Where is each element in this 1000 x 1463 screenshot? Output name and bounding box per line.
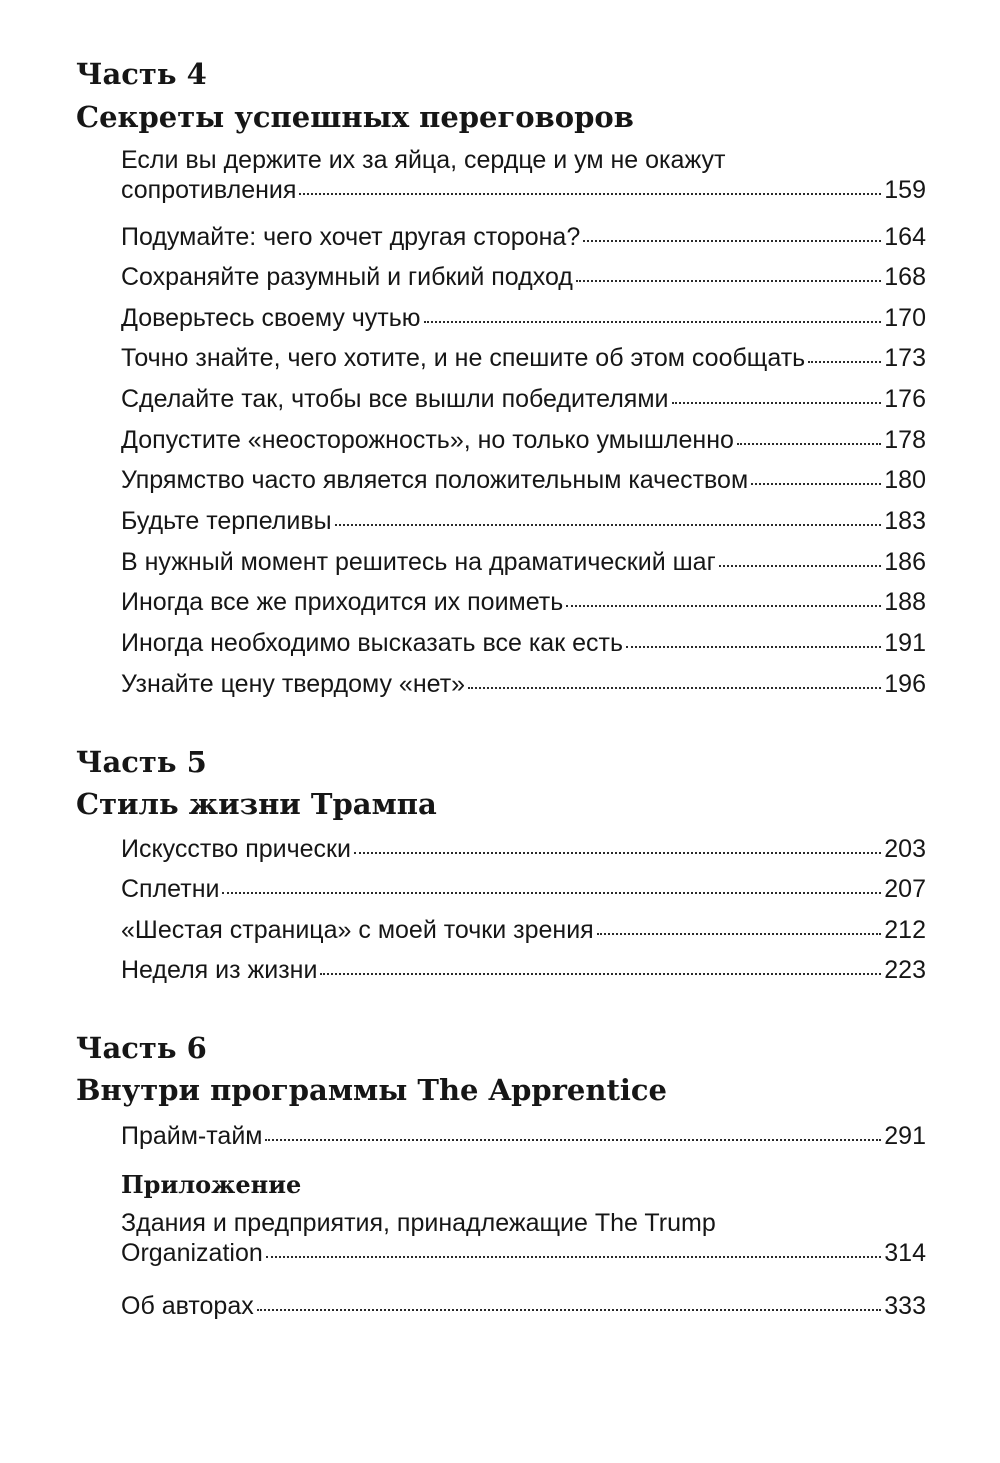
dot-leader xyxy=(266,1256,882,1258)
part-4-title: Секреты успешных переговоров xyxy=(76,100,634,134)
toc-entry-title-line1: Здания и предприятия, принадлежащие The Trump xyxy=(121,1209,716,1237)
toc-entry[interactable] xyxy=(121,303,926,333)
toc-entry-page: 183 xyxy=(884,507,926,535)
toc-entry-page: 212 xyxy=(884,916,926,944)
toc-entry-page: 186 xyxy=(884,548,926,576)
toc-entry[interactable] xyxy=(121,915,926,945)
toc-entry[interactable] xyxy=(121,587,926,617)
dot-leader xyxy=(424,321,882,323)
toc-entry-title: Искусство прически xyxy=(121,835,351,863)
dot-leader xyxy=(626,646,881,648)
toc-entry-page: 223 xyxy=(884,956,926,984)
toc-entry-title: Прайм-тайм xyxy=(121,1122,263,1150)
toc-entry-title: Сплетни xyxy=(121,875,220,903)
dot-leader xyxy=(566,605,881,607)
dot-leader xyxy=(320,973,881,975)
dot-leader xyxy=(719,565,882,567)
dot-leader xyxy=(583,240,881,242)
toc-entry-title: Доверьтесь своему чутью xyxy=(121,304,421,332)
part-5-label: Часть 5 xyxy=(76,745,207,779)
toc-entry-page: 180 xyxy=(884,466,926,494)
toc-entry[interactable] xyxy=(121,262,926,292)
toc-entry[interactable] xyxy=(121,874,926,904)
toc-entry[interactable] xyxy=(121,1208,926,1268)
dot-leader xyxy=(257,1309,882,1311)
toc-entry-title: сопротивления xyxy=(121,176,297,204)
toc-entry-title: Иногда все же приходится их поиметь xyxy=(121,588,564,616)
dot-leader xyxy=(597,933,882,935)
toc-entry-page: 196 xyxy=(884,670,926,698)
toc-entry-page: 176 xyxy=(884,385,926,413)
toc-entry-title: Точно знайте, чего хотите, и не спешите об этом сообщать xyxy=(121,344,806,372)
toc-entry-page: 333 xyxy=(884,1292,926,1320)
toc-entry-page: 164 xyxy=(884,223,926,251)
toc-entry-page: 170 xyxy=(884,304,926,332)
toc-entry-title: Об авторах xyxy=(121,1292,254,1320)
toc-entry-title-line1: Если вы держите их за яйца, сердце и ум не окажут xyxy=(121,146,726,174)
toc-entry-page: 168 xyxy=(884,263,926,291)
dot-leader xyxy=(737,443,881,445)
toc-entry[interactable] xyxy=(121,955,926,985)
appendix-heading: Приложение xyxy=(121,1170,302,1199)
toc-entry[interactable] xyxy=(121,222,926,252)
part-4-label: Часть 4 xyxy=(76,57,207,91)
dot-leader xyxy=(751,483,881,485)
toc-entry-page: 203 xyxy=(884,835,926,863)
toc-entry-page: 207 xyxy=(884,875,926,903)
toc-entry-title: Допустите «неосторожность», но только умышленно xyxy=(121,426,734,454)
toc-entry-title: Неделя из жизни xyxy=(121,956,318,984)
toc-entry-title: Иногда необходимо высказать все как есть xyxy=(121,629,623,657)
dot-leader xyxy=(354,852,881,854)
dot-leader xyxy=(672,402,882,404)
toc-entry-page: 173 xyxy=(884,344,926,372)
part-5-title: Стиль жизни Трампа xyxy=(76,787,437,821)
toc-entry[interactable] xyxy=(121,1121,926,1151)
toc-entry-page: 291 xyxy=(884,1122,926,1150)
toc-entry[interactable] xyxy=(121,834,926,864)
dot-leader xyxy=(468,687,881,689)
toc-entry[interactable] xyxy=(121,145,926,205)
toc-entry-title: В нужный момент решитесь на драматический шаг xyxy=(121,548,716,576)
toc-entry-page: 178 xyxy=(884,426,926,454)
toc-entry[interactable] xyxy=(121,506,926,536)
toc-entry-title: Узнайте цену твердому «нет» xyxy=(121,670,466,698)
toc-entry-page: 159 xyxy=(884,176,926,204)
toc-entry[interactable] xyxy=(121,465,926,495)
toc-entry-page: 188 xyxy=(884,588,926,616)
toc-entry[interactable] xyxy=(121,547,926,577)
toc-entry[interactable] xyxy=(121,628,926,658)
dot-leader xyxy=(576,280,881,282)
dot-leader xyxy=(808,361,881,363)
toc-entry[interactable] xyxy=(121,669,926,699)
toc-entry[interactable] xyxy=(121,1291,926,1321)
toc-entry-title: Упрямство часто является положительным качеством xyxy=(121,466,749,494)
toc-entry[interactable] xyxy=(121,384,926,414)
toc-entry-page: 314 xyxy=(884,1239,926,1267)
toc-entry-title: Сделайте так, чтобы все вышли победителями xyxy=(121,385,669,413)
toc-entry-title: Organization xyxy=(121,1239,263,1267)
toc-entry-title: Будьте терпеливы xyxy=(121,507,332,535)
dot-leader xyxy=(335,524,882,526)
toc-entry-page: 191 xyxy=(884,629,926,657)
part-6-label: Часть 6 xyxy=(76,1031,207,1065)
toc-entry-title: Сохраняйте разумный и гибкий подход xyxy=(121,263,573,291)
toc-entry-title: «Шестая страница» с моей точки зрения xyxy=(121,916,594,944)
toc-entry[interactable] xyxy=(121,343,926,373)
dot-leader xyxy=(265,1139,881,1141)
toc-entry-title: Подумайте: чего хочет другая сторона? xyxy=(121,223,581,251)
dot-leader xyxy=(299,193,881,195)
toc-entry[interactable] xyxy=(121,425,926,455)
dot-leader xyxy=(222,892,881,894)
part-6-title: Внутри программы The Apprentice xyxy=(76,1073,667,1107)
